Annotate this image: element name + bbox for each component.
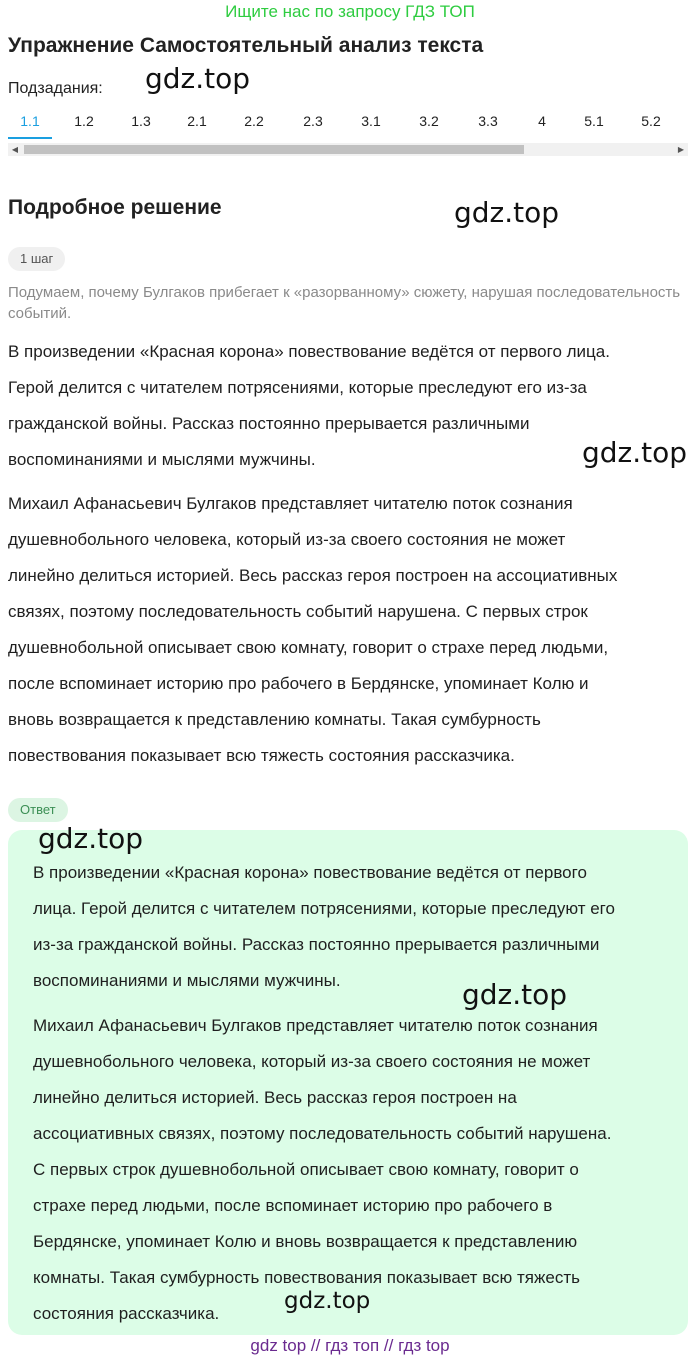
text-line: Бердянске, упоминает Колю и вновь возвращается к представлению — [33, 1232, 578, 1251]
answer-badge: Ответ — [8, 798, 68, 822]
text-line: комнаты. Такая сумбурность повествования показывает всю тяжесть — [33, 1268, 580, 1287]
text-line: С первых строк душевнобольной описывает свою комнату, говорит о — [33, 1160, 579, 1179]
subtasks-label: Подзадания: — [8, 80, 103, 97]
tab-subtask-2-1[interactable]: 2.1 — [187, 113, 207, 129]
scroll-right-arrow-icon[interactable]: ▶ — [677, 145, 685, 154]
tab-subtask-4[interactable]: 4 — [538, 113, 546, 129]
watermark: gdz.top — [38, 822, 144, 855]
text-line: повествования показывает всю тяжесть состояния рассказчика. — [8, 746, 515, 765]
text-line: Михаил Афанасьевич Булгаков представляет читателю поток сознания — [33, 1016, 598, 1035]
scroll-left-arrow-icon[interactable]: ◀ — [11, 145, 19, 154]
text-line: душевнобольного человека, который из-за своего состояния не может — [8, 530, 566, 549]
tab-subtask-1-2[interactable]: 1.2 — [74, 113, 94, 129]
watermark: gdz.top — [462, 978, 568, 1011]
text-line: линейно делиться историей. Весь рассказ героя построен на — [33, 1088, 517, 1107]
exercise-title: Упражнение Самостоятельный анализ текста — [8, 34, 484, 57]
tab-subtask-3-1[interactable]: 3.1 — [361, 113, 381, 129]
tab-subtask-5-2[interactable]: 5.2 — [641, 113, 661, 129]
step-badge: 1 шаг — [8, 247, 65, 271]
watermark: gdz.top — [145, 62, 251, 95]
text-line: Михаил Афанасьевич Булгаков представляет читателю поток сознания — [8, 494, 573, 513]
text-line: лица. Герой делится с читателем потрясениями, которые преследуют его — [33, 899, 615, 918]
text-line: связях, поэтому последовательность событий нарушена. С первых строк — [8, 602, 588, 621]
text-line: душевнобольной описывает свою комнату, говорит о страхе перед людьми, — [8, 638, 609, 657]
tab-subtask-2-2[interactable]: 2.2 — [244, 113, 264, 129]
text-line: гражданской войны. Рассказ постоянно прерывается различными — [8, 414, 530, 433]
text-line: страхе перед людьми, после вспоминает историю про рабочего в — [33, 1196, 553, 1215]
footer-links: gdz top // гдз топ // гдз top — [250, 1336, 450, 1355]
scrollbar-thumb[interactable] — [24, 145, 524, 154]
tab-subtask-5-1[interactable]: 5.1 — [584, 113, 604, 129]
subtask-tabs — [8, 110, 688, 142]
answer-box — [8, 830, 688, 1335]
text-line: душевнобольного человека, который из-за своего состояния не может — [33, 1052, 591, 1071]
text-line: В произведении «Красная корона» повествование ведётся от первого — [33, 863, 587, 882]
text-line: линейно делиться историей. Весь рассказ героя построен на ассоциативных — [8, 566, 618, 585]
text-line: ассоциативных связях, поэтому последовательность событий нарушена. — [33, 1124, 612, 1143]
text-line: после вспоминает историю про рабочего в Бердянске, упоминает Колю и — [8, 674, 589, 693]
tab-subtask-1-1[interactable]: 1.1 — [20, 113, 40, 129]
active-tab-underline — [8, 137, 52, 139]
tab-subtask-3-2[interactable]: 3.2 — [419, 113, 439, 129]
text-line: воспоминаниями и мыслями мужчины. — [8, 450, 316, 469]
step-hint: Подумаем, почему Булгаков прибегает к «разорванному» сюжету, нарушая последовательность событий. — [8, 284, 681, 322]
answer-paragraph-1 — [33, 855, 678, 999]
solution-paragraph-2 — [8, 486, 688, 774]
text-line: состояния рассказчика. — [33, 1304, 220, 1323]
watermark: gdz.top — [284, 1288, 371, 1314]
text-line: воспоминаниями и мыслями мужчины. — [33, 971, 341, 990]
text-line: Герой делится с читателем потрясениями, которые преследуют его из-за — [8, 378, 587, 397]
text-line: из-за гражданской войны. Рассказ постоянно прерывается различными — [33, 935, 600, 954]
watermark: gdz.top — [582, 436, 688, 469]
answer-paragraph-2 — [33, 1008, 678, 1332]
tabs-scrollbar[interactable] — [8, 143, 688, 156]
search-banner: Ищите нас по запросу ГДЗ ТОП — [225, 2, 475, 21]
tab-subtask-1-3[interactable]: 1.3 — [131, 113, 151, 129]
solution-title: Подробное решение — [8, 196, 222, 219]
tab-subtask-2-3[interactable]: 2.3 — [303, 113, 323, 129]
text-line: В произведении «Красная корона» повествование ведётся от первого лица. — [8, 342, 610, 361]
watermark: gdz.top — [454, 196, 560, 229]
text-line: вновь возвращается к представлению комнаты. Такая сумбурность — [8, 710, 541, 729]
tab-subtask-3-3[interactable]: 3.3 — [478, 113, 498, 129]
